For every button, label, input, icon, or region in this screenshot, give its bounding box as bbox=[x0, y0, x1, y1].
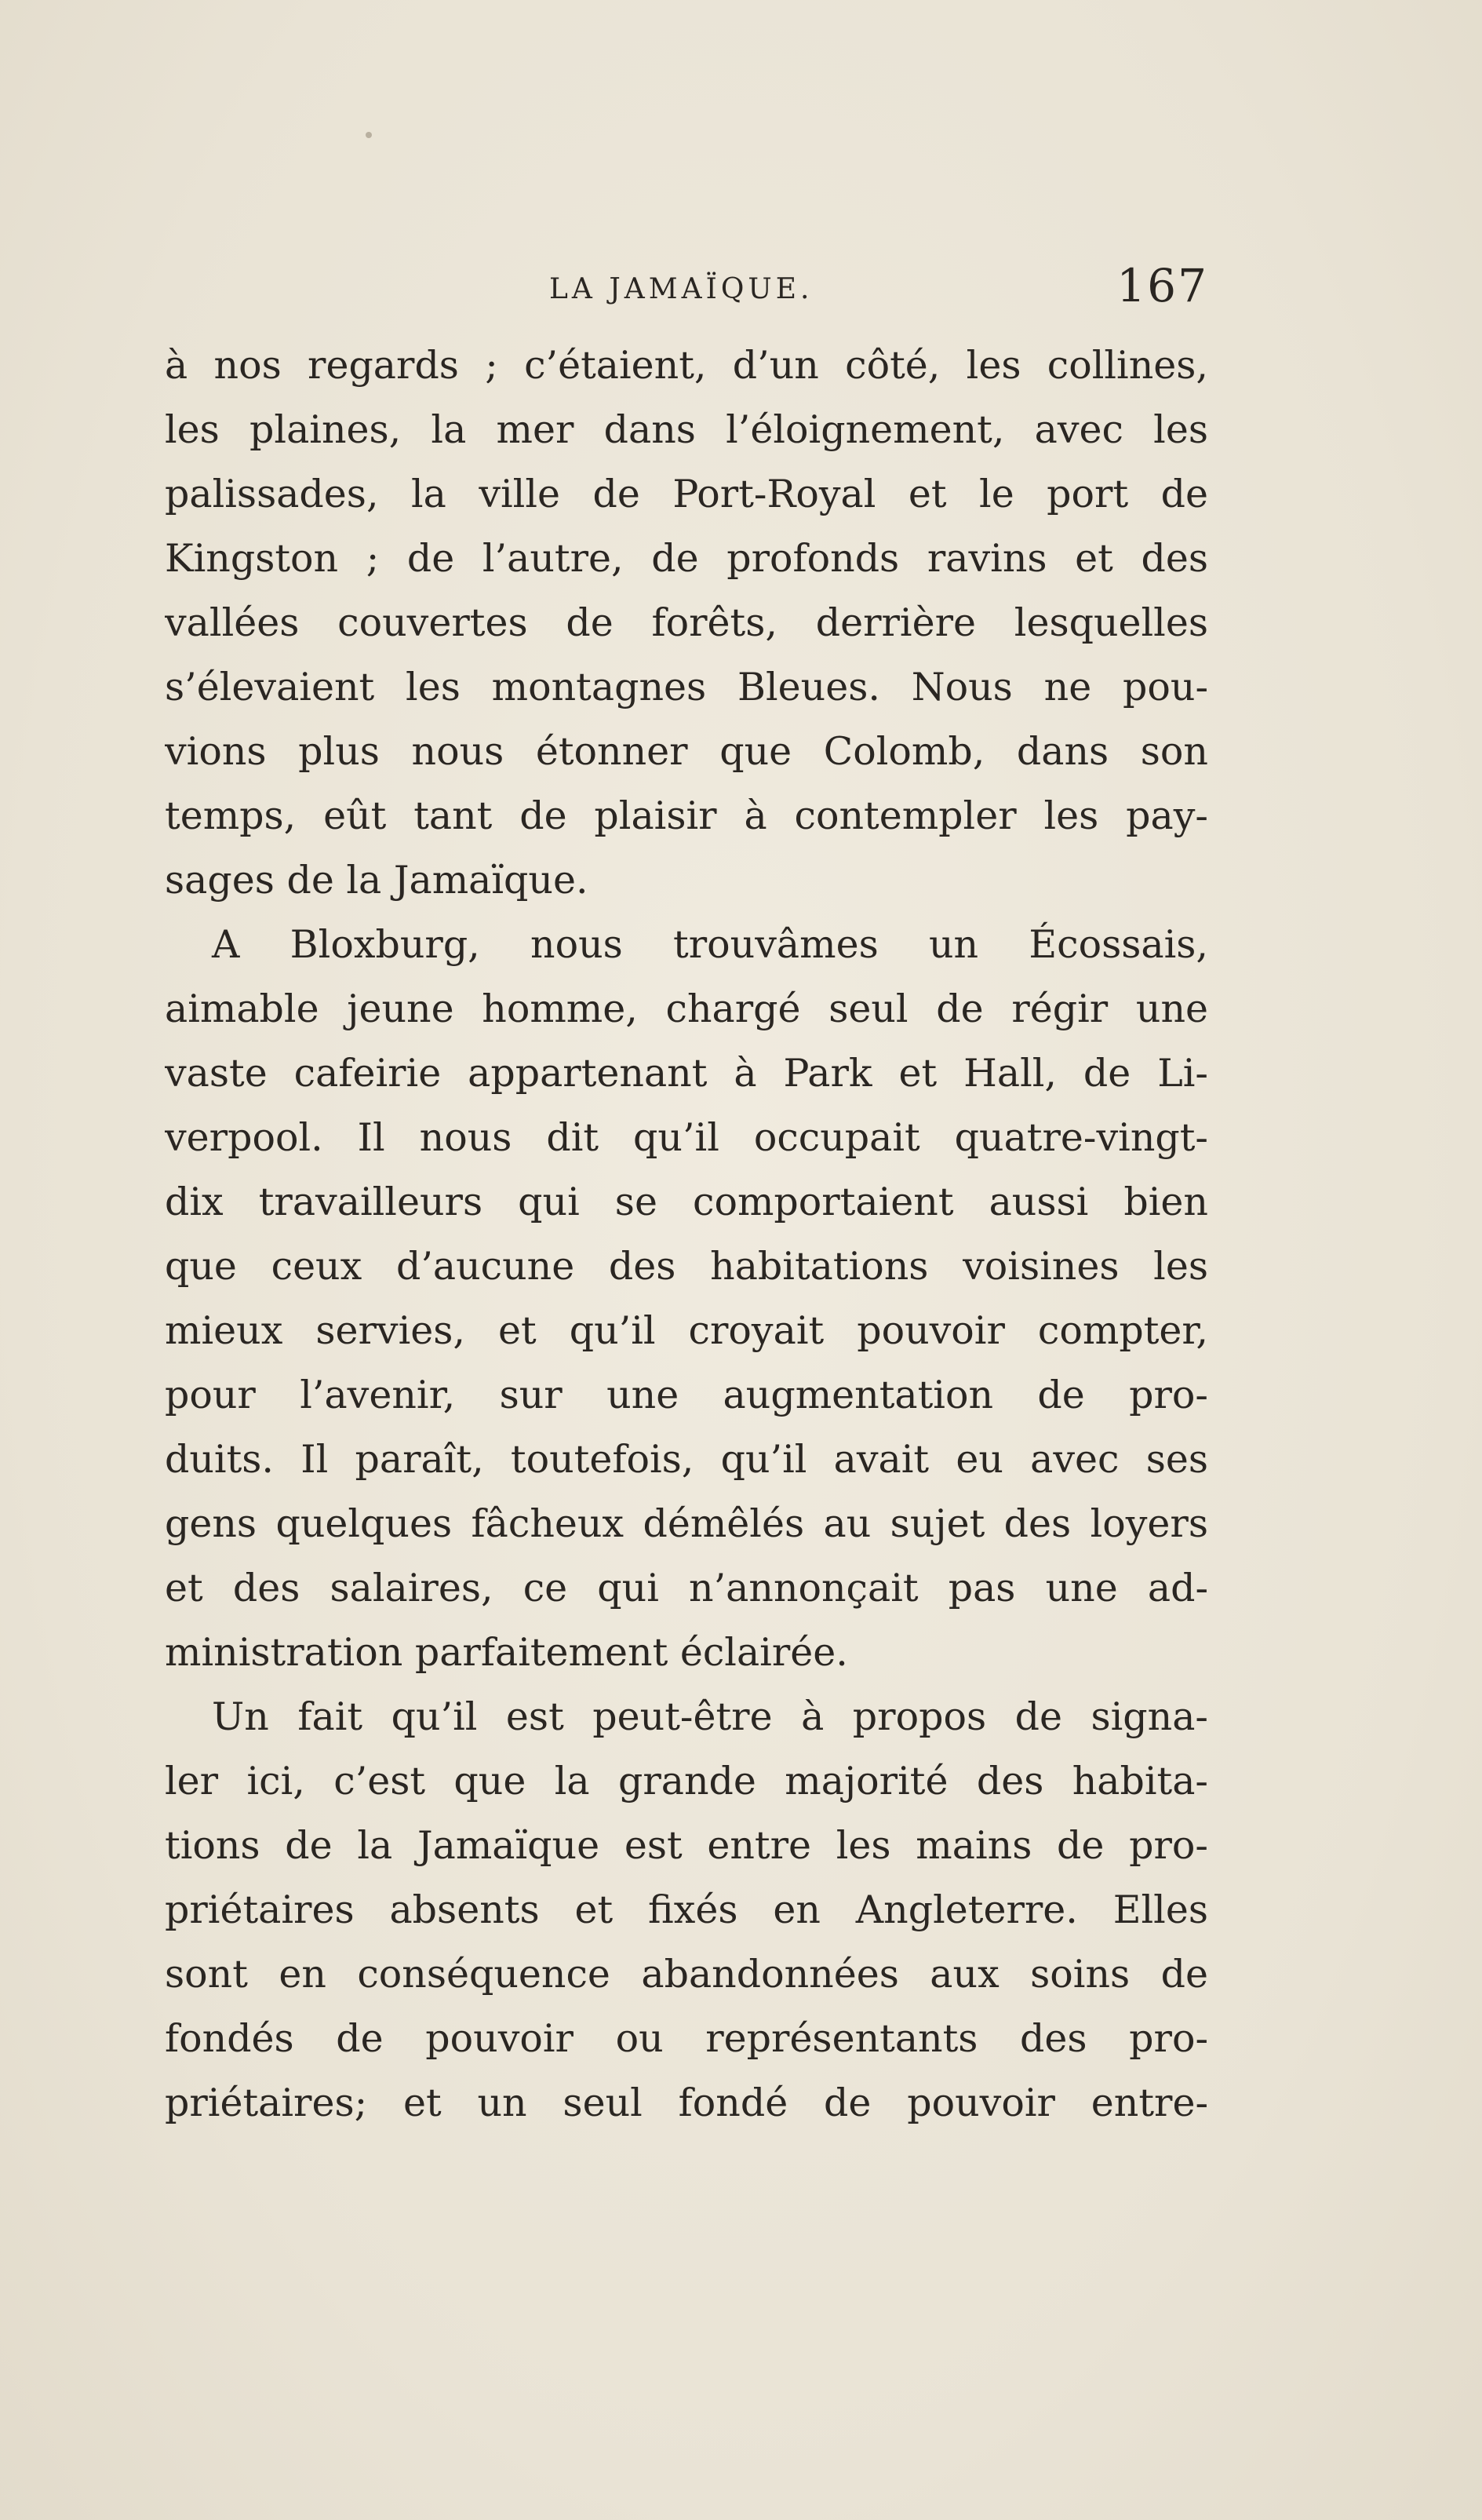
text-line: duits. Il paraît, toutefois, qu’il avait eu avec ses bbox=[165, 1437, 1208, 1482]
text-line: gens quelques fâcheux démêlés au sujet des loyers bbox=[165, 1501, 1208, 1546]
paragraph-1 bbox=[165, 334, 1208, 913]
text-line: s’élevaient les montagnes Bleues. Nous ne pou- bbox=[165, 665, 1208, 709]
text-line: ler ici, c’est que la grande majorité des habita- bbox=[165, 1759, 1208, 1803]
text-line: Kingston ; de l’autre, de profonds ravins et des bbox=[165, 536, 1208, 581]
text-line: temps, eût tant de plaisir à contempler les pay- bbox=[165, 793, 1208, 838]
text-line: que ceux d’aucune des habitations voisines les bbox=[165, 1244, 1208, 1289]
text-line: verpool. Il nous dit qu’il occupait quatre-vingt- bbox=[165, 1115, 1208, 1160]
text-line: palissades, la ville de Port-Royal et le port de bbox=[165, 472, 1208, 516]
text-line: vions plus nous étonner que Colomb, dans son bbox=[165, 729, 1208, 774]
text-line: aimable jeune homme, chargé seul de régir une bbox=[165, 986, 1208, 1031]
text-line: vallées couvertes de forêts, derrière lesquelles bbox=[165, 600, 1208, 645]
text-line: les plaines, la mer dans l’éloignement, avec les bbox=[165, 407, 1208, 452]
page-header bbox=[165, 259, 1208, 330]
ink-speck bbox=[366, 132, 372, 138]
paragraph-2 bbox=[165, 913, 1208, 1685]
text-line: tions de la Jamaïque est entre les mains de pro- bbox=[165, 1823, 1208, 1868]
text-line: sages de la Jamaïque. bbox=[165, 858, 588, 903]
text-line: mieux servies, et qu’il croyait pouvoir compter, bbox=[165, 1308, 1208, 1353]
text-line: et des salaires, ce qui n’annonçait pas une ad- bbox=[165, 1566, 1208, 1610]
text-line: fondés de pouvoir ou représentants des pro- bbox=[165, 2016, 1208, 2061]
text-line: Un fait qu’il est peut-être à propos de signa- bbox=[212, 1694, 1208, 1739]
text-line: A Bloxburg, nous trouvâmes un Écossais, bbox=[212, 922, 1208, 967]
text-line: vaste cafeirie appartenant à Park et Hall, de Li- bbox=[165, 1051, 1208, 1096]
text-line: sont en conséquence abandonnées aux soins de bbox=[165, 1952, 1208, 1997]
text-line: à nos regards ; c’étaient, d’un côté, les collines, bbox=[165, 343, 1208, 388]
text-line: ministration parfaitement éclairée. bbox=[165, 1630, 848, 1675]
text-line: pour l’avenir, sur une augmentation de pro- bbox=[165, 1373, 1208, 1417]
running-title: LA JAMAÏQUE. bbox=[549, 273, 814, 305]
text-line: dix travailleurs qui se comportaient aussi bien bbox=[165, 1180, 1208, 1224]
page-number: 167 bbox=[1116, 259, 1208, 312]
text-line: priétaires absents et fixés en Angleterre. Elles bbox=[165, 1887, 1208, 1932]
paragraph-3 bbox=[165, 1685, 1208, 2135]
text-line: priétaires; et un seul fondé de pouvoir entre- bbox=[165, 2081, 1208, 2125]
body-text bbox=[165, 334, 1208, 2135]
